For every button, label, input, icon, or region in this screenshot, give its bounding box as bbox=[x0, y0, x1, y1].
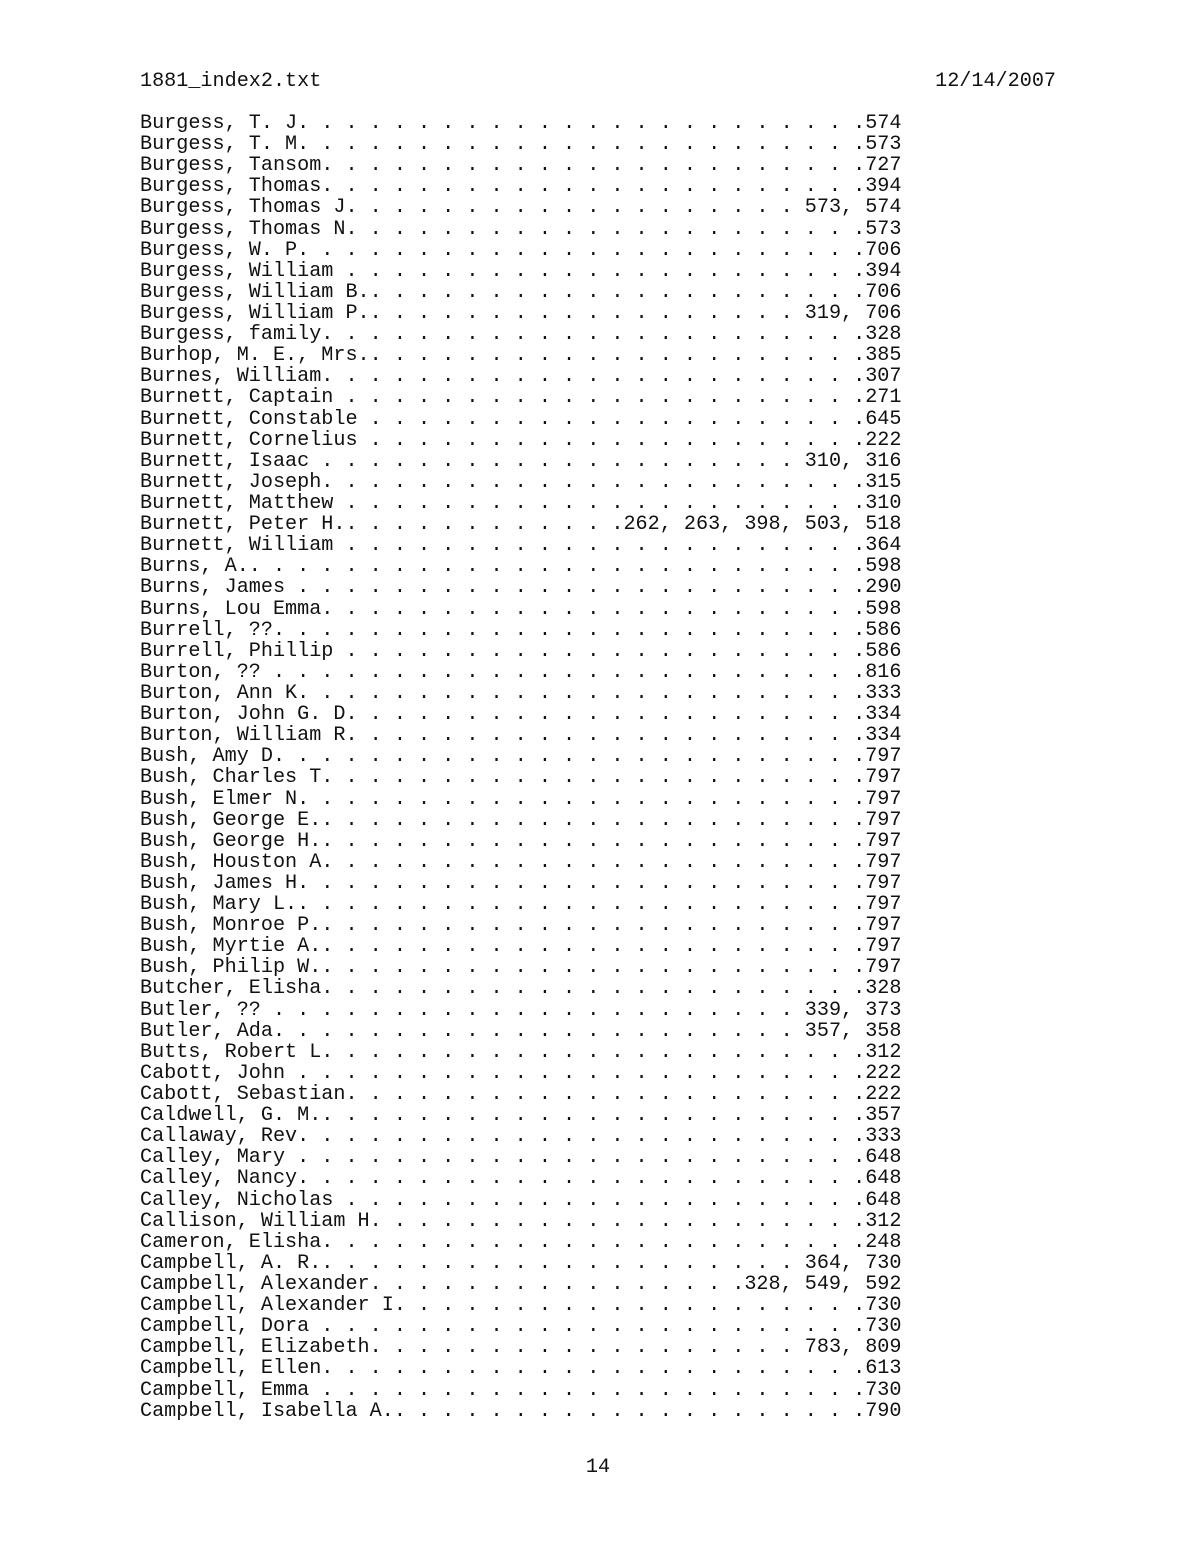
index-list bbox=[140, 113, 901, 1422]
entry-name: Bush, Mary L. bbox=[140, 893, 298, 917]
entry-pages: 730 bbox=[865, 1294, 902, 1318]
entry-name: Campbell, Alexander. bbox=[140, 1273, 382, 1297]
index-entry bbox=[140, 1000, 901, 1021]
index-entry bbox=[140, 155, 901, 176]
dot-leader: . . . . . . . . . . . . . . . . . . . bbox=[405, 1294, 866, 1318]
dot-leader: . . . . . . . . . . . . . . . . . . . . . bbox=[285, 1019, 805, 1043]
entry-pages: 797 bbox=[865, 766, 902, 790]
dot-leader: . . . . . . . . . . . . . . . . . . . . bbox=[381, 1209, 866, 1233]
index-entry bbox=[140, 1380, 901, 1401]
entry-pages: 573 bbox=[865, 217, 902, 241]
dot-leader: . . . . . . . . . . . . . . . . . . . . . bbox=[357, 428, 866, 452]
entry-pages: 648 bbox=[865, 1167, 902, 1191]
index-entry bbox=[140, 599, 901, 620]
dot-leader: . . . . . . . . . . . . . . . . . . bbox=[357, 196, 805, 220]
dot-leader: . . . . . . . . . . . . . . . . . . . . . . bbox=[333, 259, 866, 283]
entry-name: Burgess, Thomas J. bbox=[140, 196, 358, 220]
index-entry bbox=[140, 1063, 901, 1084]
entry-pages: 385 bbox=[865, 344, 902, 368]
dot-leader: . . . . . . . . . . . . . . . . . . . . . . . . . . bbox=[248, 555, 866, 579]
index-entry bbox=[140, 409, 901, 430]
entry-name: Burgess, Thomas N. bbox=[140, 217, 358, 241]
entry-pages: 586 bbox=[865, 639, 902, 663]
index-entry bbox=[140, 240, 901, 261]
entry-name: Burns, Lou Emma. bbox=[140, 597, 334, 621]
entry-pages: 797 bbox=[865, 808, 902, 832]
index-entry bbox=[140, 282, 901, 303]
index-entry bbox=[140, 725, 901, 746]
index-entry bbox=[140, 789, 901, 810]
entry-pages: 797 bbox=[865, 871, 902, 895]
dot-leader: . . . . . . . . . . . . . . . . . . . . . . . bbox=[321, 1104, 866, 1128]
dot-leader: . . . . . . . . . . . . . . . . . . . . . bbox=[357, 217, 866, 241]
entry-name: Caldwell, G. M. bbox=[140, 1104, 322, 1128]
entry-name: Burgess, W. P. bbox=[140, 238, 310, 262]
index-entry bbox=[140, 873, 901, 894]
index-entry bbox=[140, 936, 901, 957]
entry-name: Burgess, family. bbox=[140, 323, 334, 347]
entry-pages: 290 bbox=[865, 576, 902, 600]
index-entry bbox=[140, 852, 901, 873]
index-entry bbox=[140, 1295, 901, 1316]
page-number: 14 bbox=[585, 1456, 611, 1479]
entry-name: Burhop, M. E., Mrs. bbox=[140, 344, 370, 368]
entry-pages: 730 bbox=[865, 1378, 902, 1402]
index-entry bbox=[140, 767, 901, 788]
entry-pages: 394 bbox=[865, 175, 902, 199]
dot-leader: . . . . . . . . . . . . . . . . . . . . . . . bbox=[309, 787, 866, 811]
entry-name: Cabott, John bbox=[140, 1061, 286, 1085]
dot-leader: . . . . . . . . . . . . . . . . . . . . . . . bbox=[321, 956, 866, 980]
entry-pages: 797 bbox=[865, 829, 902, 853]
dot-leader: . . . . . . . . . . . . . . . . . . . . . . bbox=[333, 365, 866, 389]
index-entry bbox=[140, 1253, 901, 1274]
entry-pages: 271 bbox=[865, 386, 902, 410]
index-entry bbox=[140, 514, 901, 535]
entry-name: Bush, Amy D. bbox=[140, 745, 286, 769]
dot-leader: . . . . . . . . . . . . . . . . . . . . . . . bbox=[321, 808, 866, 832]
page-header bbox=[140, 71, 1056, 92]
entry-name: Burnett, Isaac bbox=[140, 449, 310, 473]
entry-pages: 730 bbox=[865, 1315, 902, 1339]
entry-name: Burgess, T. J. bbox=[140, 112, 310, 135]
entry-name: Callaway, Rev. bbox=[140, 1125, 310, 1149]
entry-name: Bush, George H. bbox=[140, 829, 322, 853]
entry-name: Campbell, Dora bbox=[140, 1315, 310, 1339]
dot-leader: . . . . . . . . . . . . . . . . . . . . . . bbox=[333, 766, 866, 790]
entry-name: Butler, Ada. bbox=[140, 1019, 286, 1043]
dot-leader: . . . . . . . . . . . . . . . . . . . . . bbox=[357, 724, 866, 748]
entry-name: Campbell, Elizabeth. bbox=[140, 1336, 382, 1360]
index-entry bbox=[140, 577, 901, 598]
entry-name: Burrell, Phillip bbox=[140, 639, 334, 663]
dot-leader: . . . . . . . . . . . . . . . . . . . . . . bbox=[333, 977, 866, 1001]
entry-pages: 312 bbox=[865, 1040, 902, 1064]
entry-pages: 222 bbox=[865, 1083, 902, 1107]
index-entry bbox=[140, 1211, 901, 1232]
entry-pages: 598 bbox=[865, 597, 902, 621]
entry-pages: 613 bbox=[865, 1357, 902, 1381]
entry-pages: 797 bbox=[865, 787, 902, 811]
page-footer bbox=[0, 1457, 1196, 1478]
entry-pages: 706 bbox=[865, 280, 902, 304]
entry-name: Burrell, ??. bbox=[140, 618, 286, 642]
entry-name: Burnett, William bbox=[140, 534, 334, 558]
index-entry bbox=[140, 1084, 901, 1105]
dot-leader: . . . . . . . . . . . . . . . . . . . . . . . bbox=[321, 829, 866, 853]
index-entry bbox=[140, 831, 901, 852]
dot-leader: . . . . . . . . . . . . . . . . . . . . . . . . bbox=[285, 1061, 866, 1085]
index-entry bbox=[140, 197, 901, 218]
entry-pages: 727 bbox=[865, 154, 902, 178]
entry-pages: 248 bbox=[865, 1230, 902, 1254]
entry-name: Burnett, Constable bbox=[140, 407, 358, 431]
index-entry bbox=[140, 219, 901, 240]
entry-name: Burns, A. bbox=[140, 555, 249, 579]
entry-name: Burnett, Cornelius bbox=[140, 428, 358, 452]
entry-name: Burton, William R. bbox=[140, 724, 358, 748]
index-entry bbox=[140, 345, 901, 366]
index-entry bbox=[140, 1042, 901, 1063]
index-entry bbox=[140, 1316, 901, 1337]
dot-leader: . . . . . . . . . . . . . . . . . . . . . . bbox=[333, 534, 866, 558]
index-entry bbox=[140, 641, 901, 662]
entry-name: Bush, James H. bbox=[140, 871, 310, 895]
entry-pages: 364, 730 bbox=[804, 1251, 902, 1275]
entry-name: Burgess, William P. bbox=[140, 301, 370, 325]
index-entry bbox=[140, 387, 901, 408]
dot-leader: . . . . . . . . . . . . . . . . . . . . . bbox=[357, 407, 866, 431]
entry-name: Bush, Monroe P. bbox=[140, 914, 322, 938]
index-entry bbox=[140, 261, 901, 282]
index-entry bbox=[140, 1337, 901, 1358]
entry-name: Cameron, Elisha. bbox=[140, 1230, 334, 1254]
dot-leader: . . . . . . . . . . . . . . . . . . . . . . . bbox=[309, 1167, 866, 1191]
entry-name: Calley, Mary bbox=[140, 1146, 286, 1170]
entry-name: Campbell, Ellen. bbox=[140, 1357, 334, 1381]
entry-pages: 648 bbox=[865, 1188, 902, 1212]
dot-leader: . . . . . . . . . . . . . . . . . . . . . . bbox=[333, 597, 866, 621]
dot-leader: . . . . . . . . . . . . . . . . . . . . . . bbox=[333, 386, 866, 410]
dot-leader: . . . . . . . . . . . . . . . . . . . . . . . . bbox=[285, 745, 866, 769]
entry-pages: 310, 316 bbox=[804, 449, 902, 473]
entry-pages: 357, 358 bbox=[804, 1019, 902, 1043]
entry-pages: 334 bbox=[865, 703, 902, 727]
entry-name: Bush, Philip W. bbox=[140, 956, 322, 980]
index-entry bbox=[140, 978, 901, 999]
dot-leader: . . . . . . . . . . . . . . . . . . . . . . bbox=[333, 1188, 866, 1212]
entry-name: Butler, ?? bbox=[140, 998, 261, 1022]
entry-pages: 364 bbox=[865, 534, 902, 558]
dot-leader: . . . . . . . . . . . . . . . . . . . . . . bbox=[333, 323, 866, 347]
entry-name: Burgess, William bbox=[140, 259, 334, 283]
dot-leader: . . . . . . . . . . . . . . . . . . . . . . bbox=[333, 1230, 866, 1254]
index-entry bbox=[140, 430, 901, 451]
index-entry bbox=[140, 366, 901, 387]
index-entry bbox=[140, 1168, 901, 1189]
entry-name: Bush, Houston A. bbox=[140, 850, 334, 874]
entry-pages: 816 bbox=[865, 660, 902, 684]
index-entry bbox=[140, 535, 901, 556]
dot-leader: . . . . . . . . . . . . . . . . . . . . . . bbox=[333, 175, 866, 199]
dot-leader: . . . . . . . . . . . . . . . bbox=[381, 1273, 745, 1297]
index-entry bbox=[140, 1147, 901, 1168]
entry-pages: 394 bbox=[865, 259, 902, 283]
entry-pages: 310 bbox=[865, 491, 902, 515]
dot-leader: . . . . . . . . . . . . . . . . . . . . . . . bbox=[309, 681, 866, 705]
entry-pages: 357 bbox=[865, 1104, 902, 1128]
index-entry bbox=[140, 324, 901, 345]
entry-name: Butts, Robert L. bbox=[140, 1040, 334, 1064]
dot-leader: . . . . . . . . . . . . . . . . . . . . . . . bbox=[309, 133, 866, 157]
dot-leader: . . . . . . . . . . . . . . . . . . bbox=[369, 301, 805, 325]
dot-leader: . . . . . . . . . . . . . . . . . . . . . . . . bbox=[285, 1146, 866, 1170]
entry-name: Campbell, Isabella A. bbox=[140, 1399, 394, 1423]
entry-pages: 645 bbox=[865, 407, 902, 431]
index-entry bbox=[140, 894, 901, 915]
entry-pages: 797 bbox=[865, 914, 902, 938]
dot-leader: . . . . . . . . . . . . . . . . . . . . . . bbox=[333, 850, 866, 874]
entry-name: Cabott, Sebastian. bbox=[140, 1083, 358, 1107]
entry-name: Calley, Nicholas bbox=[140, 1188, 334, 1212]
entry-pages: 783, 809 bbox=[804, 1336, 902, 1360]
entry-name: Campbell, Alexander I. bbox=[140, 1294, 406, 1318]
dot-leader: . . . . . . . . . . . . . . . . . . . . . . bbox=[333, 491, 866, 515]
entry-name: Callison, William H. bbox=[140, 1209, 382, 1233]
entry-name: Burton, Ann K. bbox=[140, 681, 310, 705]
entry-pages: 328 bbox=[865, 323, 902, 347]
dot-leader: . . . . . . . . . . . . . . . . . . . . . . . bbox=[309, 1315, 866, 1339]
entry-pages: 797 bbox=[865, 745, 902, 769]
index-entry bbox=[140, 915, 901, 936]
entry-pages: 574 bbox=[865, 112, 902, 135]
index-entry bbox=[140, 472, 901, 493]
index-entry bbox=[140, 1358, 901, 1379]
entry-name: Burnett, Matthew bbox=[140, 491, 334, 515]
entry-pages: 797 bbox=[865, 935, 902, 959]
index-entry bbox=[140, 957, 901, 978]
entry-name: Burton, ?? bbox=[140, 660, 261, 684]
index-entry bbox=[140, 1274, 901, 1295]
dot-leader: . . . . . . . . . . . . . . . . . . . . . . . bbox=[309, 871, 866, 895]
entry-pages: 586 bbox=[865, 618, 902, 642]
entry-name: Campbell, Emma bbox=[140, 1378, 310, 1402]
entry-name: Burnes, William. bbox=[140, 365, 334, 389]
entry-pages: 222 bbox=[865, 428, 902, 452]
dot-leader: . . . . . . . . . . . . . . . . . . . . . bbox=[369, 280, 866, 304]
entry-name: Bush, George E. bbox=[140, 808, 322, 832]
entry-pages: 706 bbox=[865, 238, 902, 262]
entry-name: Calley, Nancy. bbox=[140, 1167, 310, 1191]
dot-leader: . . . . . . . . . . . . . . . . . . . . bbox=[321, 1251, 805, 1275]
index-entry bbox=[140, 810, 901, 831]
entry-pages: 262, 263, 398, 503, 518 bbox=[623, 513, 902, 537]
entry-pages: 312 bbox=[865, 1209, 902, 1233]
index-entry bbox=[140, 1105, 901, 1126]
dot-leader: . . . . . . . . . . . . . . . . . . . . . . . bbox=[321, 914, 866, 938]
entry-pages: 573 bbox=[865, 133, 902, 157]
entry-name: Burns, James bbox=[140, 576, 286, 600]
dot-leader: . . . . . . . . . . . . . . . . . . . . . . . . bbox=[285, 618, 866, 642]
file-name: 1881_index2.txt bbox=[140, 70, 322, 93]
dot-leader: . . . . . . . . . . . . . . . . . . . . . . . bbox=[309, 112, 866, 135]
dot-leader: . . . . . . . . . . . . . . . . . . . . . . . . bbox=[297, 893, 866, 917]
index-entry bbox=[140, 303, 901, 324]
entry-pages: 339, 373 bbox=[804, 998, 902, 1022]
dot-leader: . . . . . . . . . . . . . . . . . . . . . bbox=[357, 703, 866, 727]
dot-leader: . . . . . . . . . . . . . . . . . . . . . . . bbox=[309, 238, 866, 262]
entry-name: Bush, Elmer N. bbox=[140, 787, 310, 811]
dot-leader: . . . . . . . . . . . . . . . . . . . . . . . . . bbox=[260, 660, 866, 684]
entry-pages: 334 bbox=[865, 724, 902, 748]
entry-pages: 333 bbox=[865, 1125, 902, 1149]
index-entry bbox=[140, 1401, 901, 1422]
dot-leader: . . . . . . . . . . . . . . . . . . . . . . bbox=[333, 1040, 866, 1064]
index-entry bbox=[140, 1021, 901, 1042]
dot-leader: . . . . . . . . . . . . . . . . . . . . . . . bbox=[321, 935, 866, 959]
entry-pages: 328 bbox=[865, 977, 902, 1001]
index-entry bbox=[140, 176, 901, 197]
index-entry bbox=[140, 1126, 901, 1147]
entry-pages: 319, 706 bbox=[804, 301, 902, 325]
entry-pages: 328, 549, 592 bbox=[744, 1273, 902, 1297]
index-entry bbox=[140, 662, 901, 683]
dot-leader: . . . . . . . . . . . . . . . . . . . . . bbox=[369, 344, 866, 368]
dot-leader: . . . . . . . . . . . . . . . . . bbox=[381, 1336, 805, 1360]
dot-leader: . . . . . . . . . . . . . . . . . . . . bbox=[309, 449, 805, 473]
index-entry bbox=[140, 134, 901, 155]
entry-name: Burton, John G. D. bbox=[140, 703, 358, 727]
entry-pages: 573, 574 bbox=[804, 196, 902, 220]
entry-name: Burgess, Tansom. bbox=[140, 154, 334, 178]
index-entry bbox=[140, 493, 901, 514]
dot-leader: . . . . . . . . . . . . bbox=[345, 513, 624, 537]
entry-pages: 797 bbox=[865, 893, 902, 917]
entry-name: Campbell, A. R. bbox=[140, 1251, 322, 1275]
entry-pages: 307 bbox=[865, 365, 902, 389]
entry-pages: 797 bbox=[865, 956, 902, 980]
dot-leader: . . . . . . . . . . . . . . . . . . . . bbox=[393, 1399, 866, 1423]
index-entry bbox=[140, 704, 901, 725]
entry-name: Burgess, Thomas. bbox=[140, 175, 334, 199]
index-entry bbox=[140, 683, 901, 704]
entry-pages: 648 bbox=[865, 1146, 902, 1170]
entry-name: Burnett, Joseph. bbox=[140, 470, 334, 494]
entry-name: Burnett, Peter H. bbox=[140, 513, 346, 537]
entry-name: Butcher, Elisha. bbox=[140, 977, 334, 1001]
entry-pages: 222 bbox=[865, 1061, 902, 1085]
index-entry bbox=[140, 113, 901, 134]
dot-leader: . . . . . . . . . . . . . . . . . . . . . . . bbox=[309, 1378, 866, 1402]
entry-pages: 790 bbox=[865, 1399, 902, 1423]
entry-name: Bush, Myrtie A. bbox=[140, 935, 322, 959]
entry-pages: 315 bbox=[865, 470, 902, 494]
dot-leader: . . . . . . . . . . . . . . . . . . . . . . bbox=[333, 470, 866, 494]
index-entry bbox=[140, 620, 901, 641]
index-entry bbox=[140, 1190, 901, 1211]
index-entry bbox=[140, 451, 901, 472]
entry-name: Burgess, William B. bbox=[140, 280, 370, 304]
dot-leader: . . . . . . . . . . . . . . . . . . . . . . . bbox=[309, 1125, 866, 1149]
index-entry bbox=[140, 556, 901, 577]
dot-leader: . . . . . . . . . . . . . . . . . . . . . . . . bbox=[285, 576, 866, 600]
index-entry bbox=[140, 746, 901, 767]
dot-leader: . . . . . . . . . . . . . . . . . . . . . bbox=[357, 1083, 866, 1107]
dot-leader: . . . . . . . . . . . . . . . . . . . . . . bbox=[333, 1357, 866, 1381]
dot-leader: . . . . . . . . . . . . . . . . . . . . . . bbox=[333, 639, 866, 663]
entry-name: Burnett, Captain bbox=[140, 386, 334, 410]
entry-pages: 598 bbox=[865, 555, 902, 579]
entry-pages: 333 bbox=[865, 681, 902, 705]
entry-pages: 797 bbox=[865, 850, 902, 874]
print-date: 12/14/2007 bbox=[935, 70, 1056, 93]
dot-leader: . . . . . . . . . . . . . . . . . . . . . . bbox=[333, 154, 866, 178]
index-entry bbox=[140, 1232, 901, 1253]
entry-name: Burgess, T. M. bbox=[140, 133, 310, 157]
entry-name: Bush, Charles T. bbox=[140, 766, 334, 790]
dot-leader: . . . . . . . . . . . . . . . . . . . . . . bbox=[260, 998, 805, 1022]
